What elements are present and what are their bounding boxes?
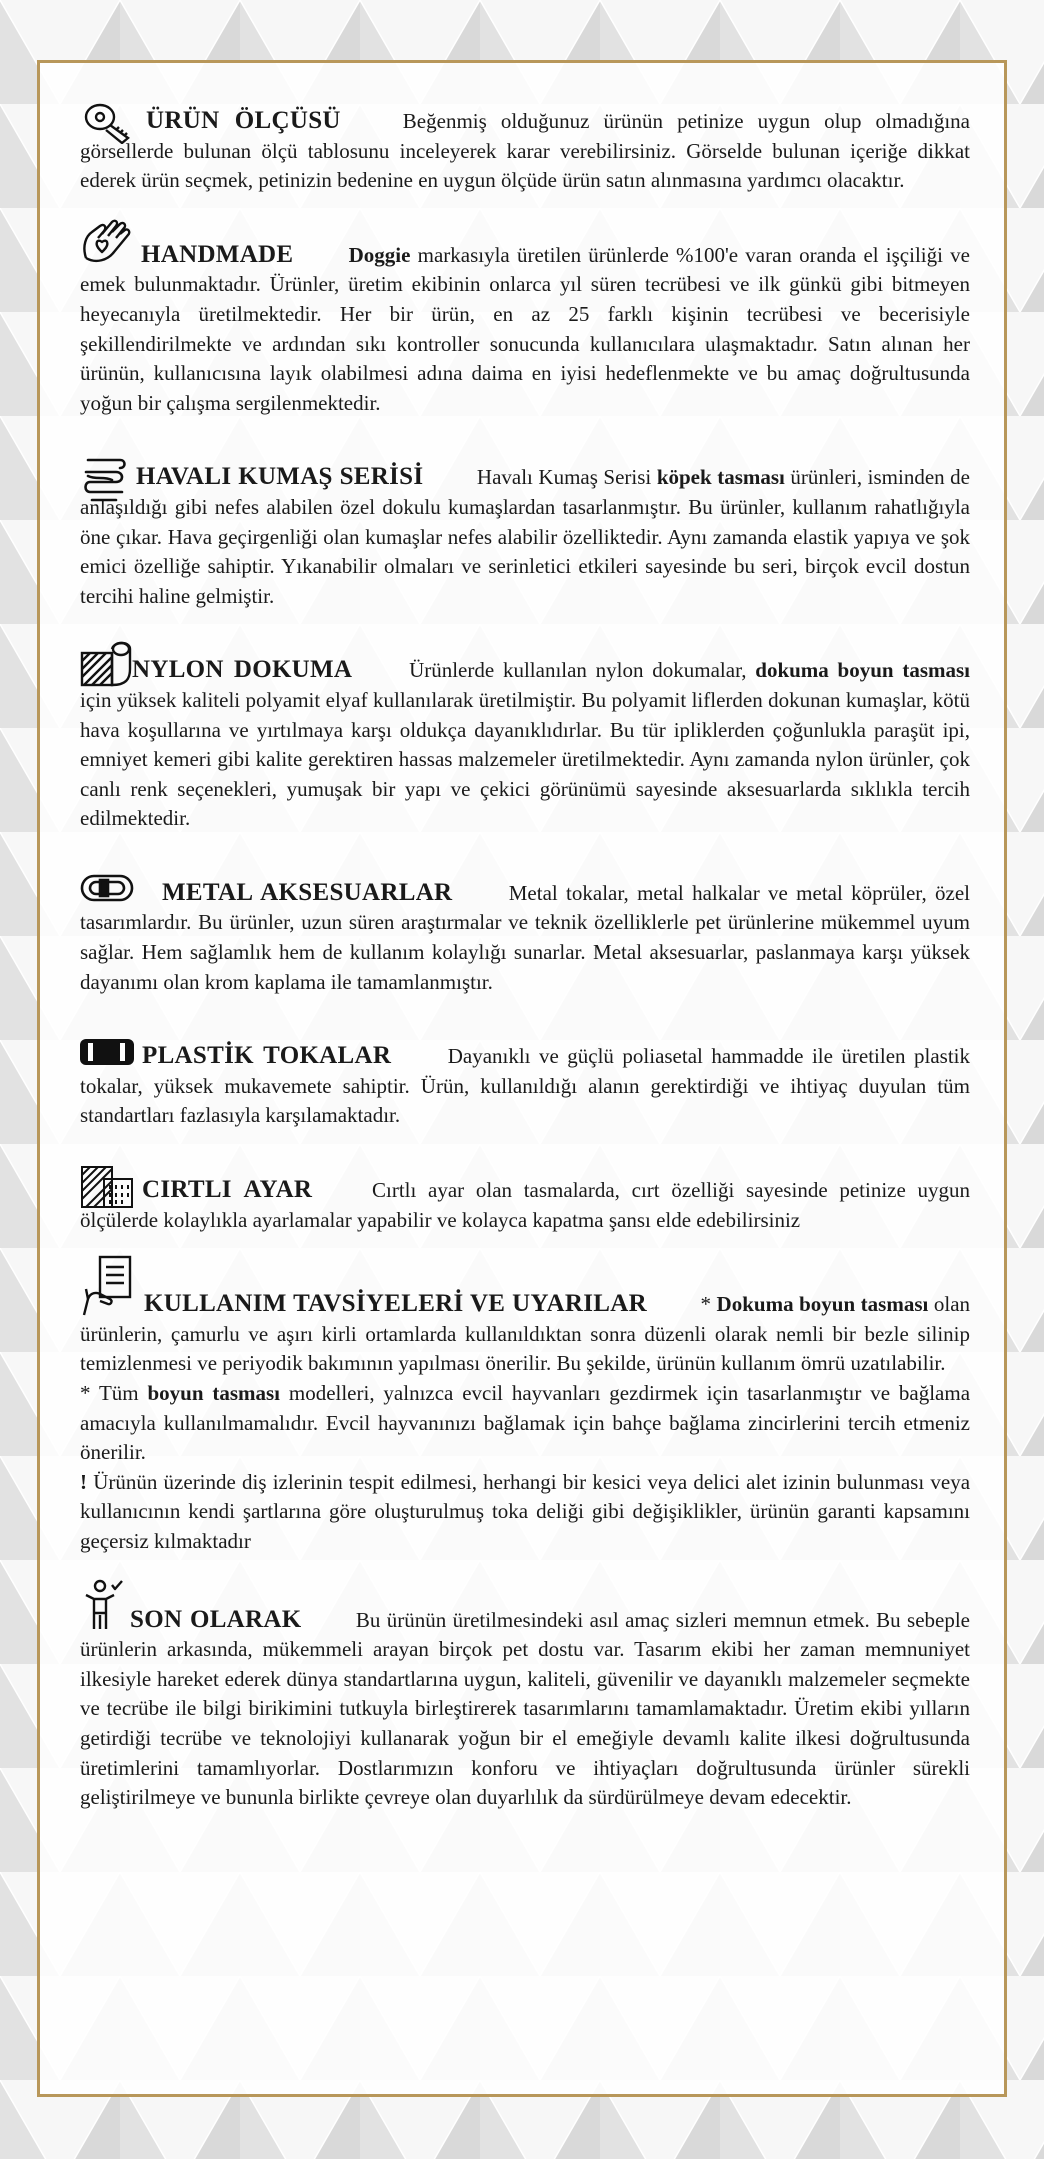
section-text: modelleri, yalnızca evcil hayvanları gezdirmek için tasarlanmıştır ve bağlama amacıyla kullanılmamalıdır. Evcil hayvanınızı bağlamak için bahçe bağlama zincirlerini tercih etmeniz önerilir.	[80, 1381, 971, 1465]
hand-heart-icon	[80, 218, 134, 270]
section-title: METAL AKSESUARLAR	[162, 878, 453, 906]
velcro-icon	[80, 1165, 134, 1209]
section-text: Cırtlı ayar olan tasmalarda, cırt özelliği sayesinde petinize uygun ölçülerde kolaylıkla ayarlamalar yapabilir ve kolayca kapatma şansı elde edebilirsiniz	[80, 1178, 970, 1232]
section-text: olan ürünlerin, çamurlu ve aşırı kirli ortamlarda kullanıldıktan sonra düzenli olarak nemli bir bezle silinip temizlenmesi ve periyodik bakımının yapılması önerilir. Bu şekilde, ürünün kullanım ömrü uzatılabilir.	[80, 1292, 971, 1376]
section-text: Ürünün üzerinde diş izlerinin tespit edilmesi, herhangi bir kesici veya delici alet izinin bulunması veya kullanıcının kendi şartlarına göre oluşturulmuş toka deliği gibi değişiklikler, ürünün garanti kapsamını geçersiz kılmaktadır	[80, 1469, 971, 1553]
section-text: için yüksek kaliteli polyamit elyaf kullanılarak üretilmiştir. Bu polyamit liflerden dokunan kumaşlar, kötü hava koşullarına ve yırtılmaya karşı oldukça dayanıklıdırlar. Bu tür ipliklerden çoğunlukla paraşüt ipi, emniyet kemeri gibi kalite gerektiren hassas malzemeler üretilmektedir. Aynı zamanda nylon ürünler, çok canlı renk seçenekleri, yumuşak bir yapı ve çekici görünümü sayesinde aksesuarlarda sıklıkla tercih edilmektedir.	[80, 687, 970, 831]
brand-name: Doggie	[348, 242, 411, 267]
section-title: SON OLARAK	[130, 1605, 302, 1633]
section-keyword: Dokuma boyun tasması	[716, 1292, 929, 1317]
section-title: PLASTİK TOKALAR	[142, 1042, 392, 1070]
section-havali-kumas	[80, 462, 970, 611]
section-keyword: boyun tasması	[147, 1381, 281, 1405]
section-text: ürünleri, isminden de anlaşıldığı gibi nefes alabilen özel dokulu kumaşlardan tasarlanmıştır. Bu ürünler, kullanım rahatlığıyla öne çıkar. Hava geçirgenliği olan kumaşlar nefes alabilir özelliktedir. Aynı zamanda elastik yapıya ve şok emici özelliğe sahiptir. Yıkanabilir olmaları ve serinletici etkileri sayesinde bu seri, birçok evcil dostun tercihi haline gelmiştir.	[80, 465, 971, 608]
document-hand-icon	[80, 1255, 134, 1319]
section-text: Beğenmiş olduğunuz ürünün petinize uygun olup olmadığına görsellerde bulunan ölçü tablosunu inceleyerek karar verebilirsiniz. Görselde bulunan içeriğe dikkat ederek ürün seçmek, petinizin bedenine en uygun ölçüde ürün satın alınmasına yardımcı olacaktır.	[80, 109, 970, 193]
plastic-buckle-icon	[80, 1037, 134, 1067]
section-text: Bu ürünün üretilmesindeki asıl amaç sizleri memnun etmek. Bu sebeple ürünlerin arkasında, mükemmeli arayan birçok pet dostu var. Tasarım ekibi her zaman memnuniyet ilkesiyle hareket ederek dünya standartlarına uygun, kaliteli, güvenilir ve dayanıklı malzemeler seçmekte ve tecrübe ile bilgi birikimini tutkuyla birleştirerek tasarımlarını tamamlamaktadır. Üretim ekibi yılların getirdiği tecrübe ve teknolojiyi kullanarak yoğun bir el emeğiyle devamlı kalite ilkesi doğrultusunda üretimlerini tamamlıyorlar. Dostlarımızın konforu ve ihtiyaçları doğrultusunda ürünler sürekli geliştirilmeye ve bununla birlikte çevreye olan duyarlılık da sürdürülmeye devam edecektir.	[80, 1607, 970, 1810]
section-title: NYLON DOKUMA	[132, 656, 353, 684]
metal-buckle-icon	[80, 870, 134, 906]
air-fabric-icon	[80, 456, 134, 504]
section-text-lead: Havalı Kumaş Serisi	[476, 465, 652, 490]
warning-star: * Tüm	[80, 1381, 139, 1405]
warning-mark: !	[80, 1469, 87, 1494]
section-urun-olcusu	[80, 106, 970, 196]
section-cirtli-ayar	[80, 1175, 970, 1235]
section-nylon-dokuma	[80, 655, 970, 834]
section-keyword: dokuma boyun tasması	[755, 658, 971, 683]
section-title: CIRTLI AYAR	[142, 1176, 313, 1204]
section-kullanim-tavsiyeleri	[80, 1289, 970, 1556]
info-card	[37, 60, 1007, 2097]
person-check-icon	[80, 1579, 134, 1631]
section-title: HANDMADE	[141, 240, 294, 268]
section-title: KULLANIM TAVSİYELERİ VE UYARILAR	[144, 1290, 647, 1318]
section-text: Dayanıklı ve güçlü poliasetal hammadde ile üretilen plastik tokalar, yüksek mukavemete sahiptir. Ürün, kullanıldığı alanın gerektirdiği ve ihtiyaç duyulan tüm standartları fazlasıyla karşılamaktadır.	[80, 1044, 970, 1128]
section-metal-aksesuarlar	[80, 878, 970, 997]
section-text: Metal tokalar, metal halkalar ve metal köprüler, özel tasarımlardır. Bu ürünler, uzun süren araştırmalar ve teknik özelliklerle pet ürünlerine mükemmel uyum sağlar. Hem sağlamlık hem de kullanım kolaylığı sunarlar. Metal aksesuarlar, paslanmaya karşı yüksek dayanımı olan krom kaplama ile tamamlanmıştır.	[80, 880, 970, 994]
info-content	[80, 106, 970, 1813]
section-keyword: köpek tasması	[656, 465, 785, 490]
section-son-olarak	[80, 1605, 970, 1813]
fabric-roll-icon	[80, 639, 134, 687]
section-title: ÜRÜN ÖLÇÜSÜ	[146, 107, 341, 134]
section-plastik-tokalar	[80, 1041, 970, 1131]
section-text-lead: Ürünlerde kullanılan nylon dokumalar,	[409, 658, 747, 683]
section-title: HAVALI KUMAŞ SERİSİ	[136, 463, 424, 491]
warning-star: *	[700, 1292, 711, 1317]
measuring-tape-icon	[80, 100, 134, 144]
section-text: markasıyla üretilen ürünlerde %100'e varan oranda el işçiliği ve emek bulunmaktadır. Ürünler, üretim ekibinin onlarca yıl süren tecrübesi ve ilk günkü gibi bitmeyen heyecanıyla üretilmektedir. Her bir ürün, en az 25 farklı kişinin tecrübesi ve becerisiyle şekillendirilmekte ve ardından sıkı kontroller sonucunda kullanıcılara ulaşmaktadır. Satın alınan her ürünün, kullanıcısına layık olabilmesi adına daima en iyisi hedeflenmekte ve bu amaç doğrultusunda yoğun bir çalışma sergilenmektedir.	[80, 242, 970, 415]
section-handmade	[80, 240, 970, 419]
